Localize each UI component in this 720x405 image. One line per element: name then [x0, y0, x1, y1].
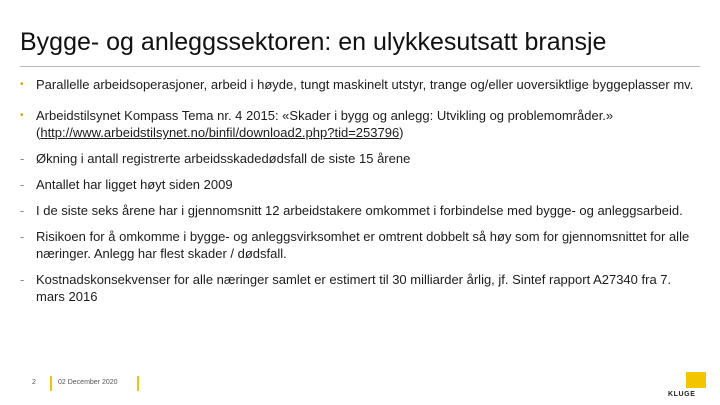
sub-item-text: Risikoen for å omkomme i bygge- og anleggsvirksomhet er omtrent dobbelt så høy som for gjennomsnittet for alle næringer. Anlegg har flest skader / dødsfall.	[36, 229, 690, 261]
sub-item	[20, 176, 700, 193]
sub-item-text: Økning i antall registrerte arbeidsskadedødsfall de siste 15 årene	[36, 151, 411, 166]
footer-divider	[50, 376, 52, 391]
logo-mark-icon	[686, 372, 706, 388]
bullet-text-end: )	[399, 125, 404, 140]
logo-text: KLUGE	[668, 391, 696, 398]
bullet-text: Arbeidstilsynet Kompass Tema nr. 4 2015: «Skader i bygg og anlegg: Utvikling og problemområder.» (	[36, 108, 614, 140]
source-link[interactable]: http://www.arbeidstilsynet.no/binfil/download2.php?tid=253796	[40, 125, 400, 140]
title-divider	[20, 66, 700, 67]
sub-item	[20, 202, 700, 219]
company-logo	[668, 372, 706, 398]
bullet-text: Parallelle arbeidsoperasjoner, arbeid i høyde, tungt maskinelt utstyr, trange og/eller uoversiktlige byggeplasser mv.	[36, 77, 694, 92]
sub-item-text: I de siste seks årene har i gjennomsnitt 12 arbeidstakere omkommet i forbindelse med bygge- og anleggsarbeid.	[36, 203, 683, 218]
footer-date: 02 December 2020	[58, 379, 118, 386]
page-number: 2	[32, 379, 36, 386]
dash-icon: -	[20, 272, 25, 287]
sub-item	[20, 150, 700, 167]
sub-item-text: Kostnadskonsekvenser for alle næringer samlet er estimert til 30 milliarder årlig, jf. Sintef rapport A27340 fra 7. mars 2016	[36, 272, 672, 304]
dash-icon: -	[20, 151, 25, 166]
bullet-icon: •	[20, 79, 24, 90]
footer-divider	[137, 376, 139, 391]
dash-icon: -	[20, 203, 25, 218]
dash-icon: -	[20, 177, 25, 192]
bullet-item	[20, 107, 700, 141]
sub-item	[20, 271, 700, 305]
dash-icon: -	[20, 229, 25, 244]
bullet-icon: •	[20, 110, 24, 121]
sub-item	[20, 228, 700, 262]
slide-title: Bygge- og anleggssektoren: en ulykkesutsatt bransje	[20, 28, 607, 56]
bullet-item	[20, 76, 700, 93]
slide-content	[20, 76, 700, 314]
sub-item-text: Antallet har ligget høyt siden 2009	[36, 177, 233, 192]
